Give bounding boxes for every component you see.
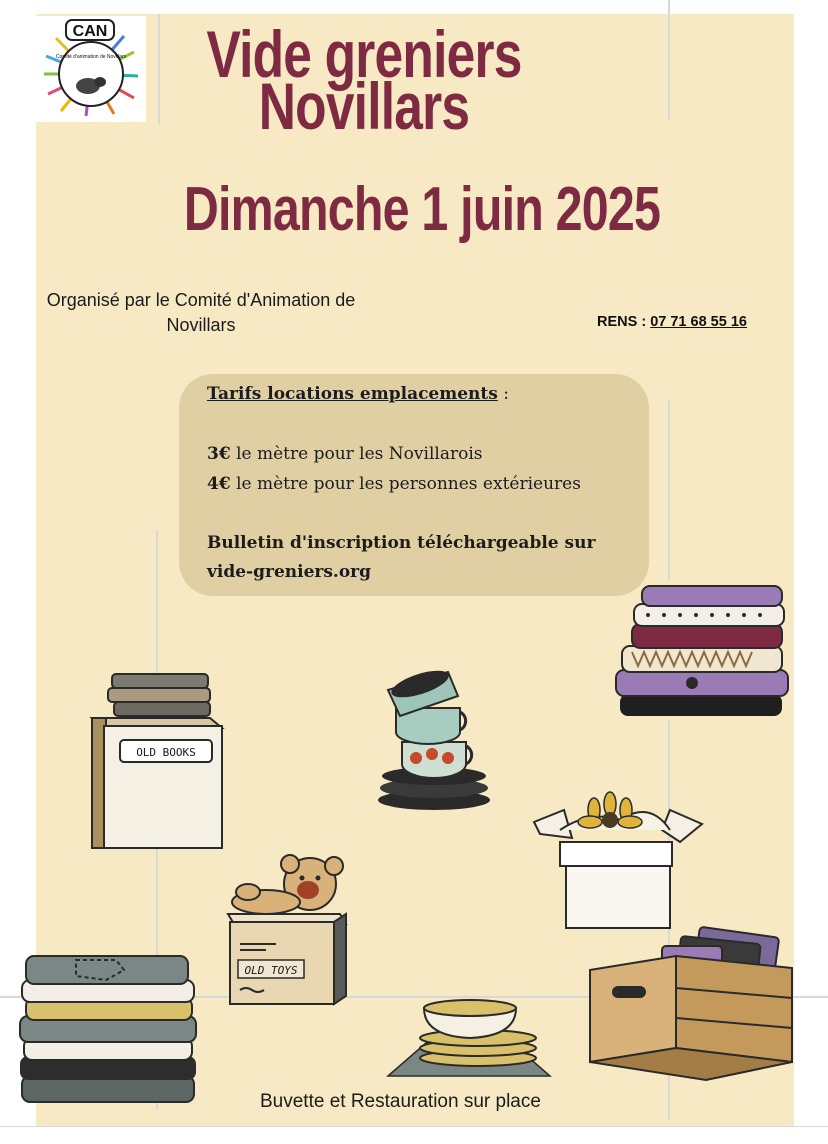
registration-line-1: Bulletin d'inscription téléchargeable sur <box>207 533 596 553</box>
event-date: Dimanche 1 juin 2025 <box>183 175 661 244</box>
flower-box-illustration <box>530 794 706 930</box>
title-line-1: Vide greniers <box>206 17 522 91</box>
organizer-text <box>36 288 366 338</box>
resident-price-line <box>207 444 482 464</box>
old-toys-label: OLD TOYS <box>244 964 298 977</box>
folded-jeans-illustration <box>16 952 200 1108</box>
folded-clothes-illustration <box>612 582 792 722</box>
grid-line <box>0 1126 828 1127</box>
contact-phone[interactable]: 07 71 68 55 16 <box>650 314 747 330</box>
stacked-cups-illustration <box>376 670 496 814</box>
record-crate-illustration <box>586 928 798 1088</box>
grid-line <box>668 400 670 580</box>
footer-text: Buvette et Restauration sur place <box>260 1091 541 1112</box>
logo-acronym: CAN <box>72 23 108 40</box>
old-toys-box-illustration <box>226 852 360 1008</box>
old-books-label: OLD BOOKS <box>136 746 196 759</box>
resident-price-text: le mètre pour les Novillarois <box>230 444 483 464</box>
external-price: 4€ <box>207 474 231 494</box>
external-price-line <box>207 474 581 494</box>
contact-label: RENS : <box>597 314 647 330</box>
pricing-heading-suffix: : <box>497 384 509 404</box>
organizer-line-1: Organisé par le Comité d'Animation de <box>46 290 356 310</box>
old-books-box-illustration <box>88 670 228 852</box>
pricing-heading-text: Tarifs locations emplacements <box>207 384 498 404</box>
external-price-text: le mètre pour les personnes extérieures <box>230 474 581 494</box>
bowl-and-plates-illustration <box>384 996 554 1082</box>
title-line-2: Novillars <box>258 69 470 143</box>
contact-info <box>597 314 747 330</box>
pricing-heading <box>207 384 509 404</box>
resident-price: 3€ <box>207 444 231 464</box>
logo-subtitle: Comité d'animation de Novillars <box>55 54 127 60</box>
organizer-line-2: Novillars <box>166 315 236 335</box>
registration-link[interactable]: vide-greniers.org <box>207 562 372 582</box>
